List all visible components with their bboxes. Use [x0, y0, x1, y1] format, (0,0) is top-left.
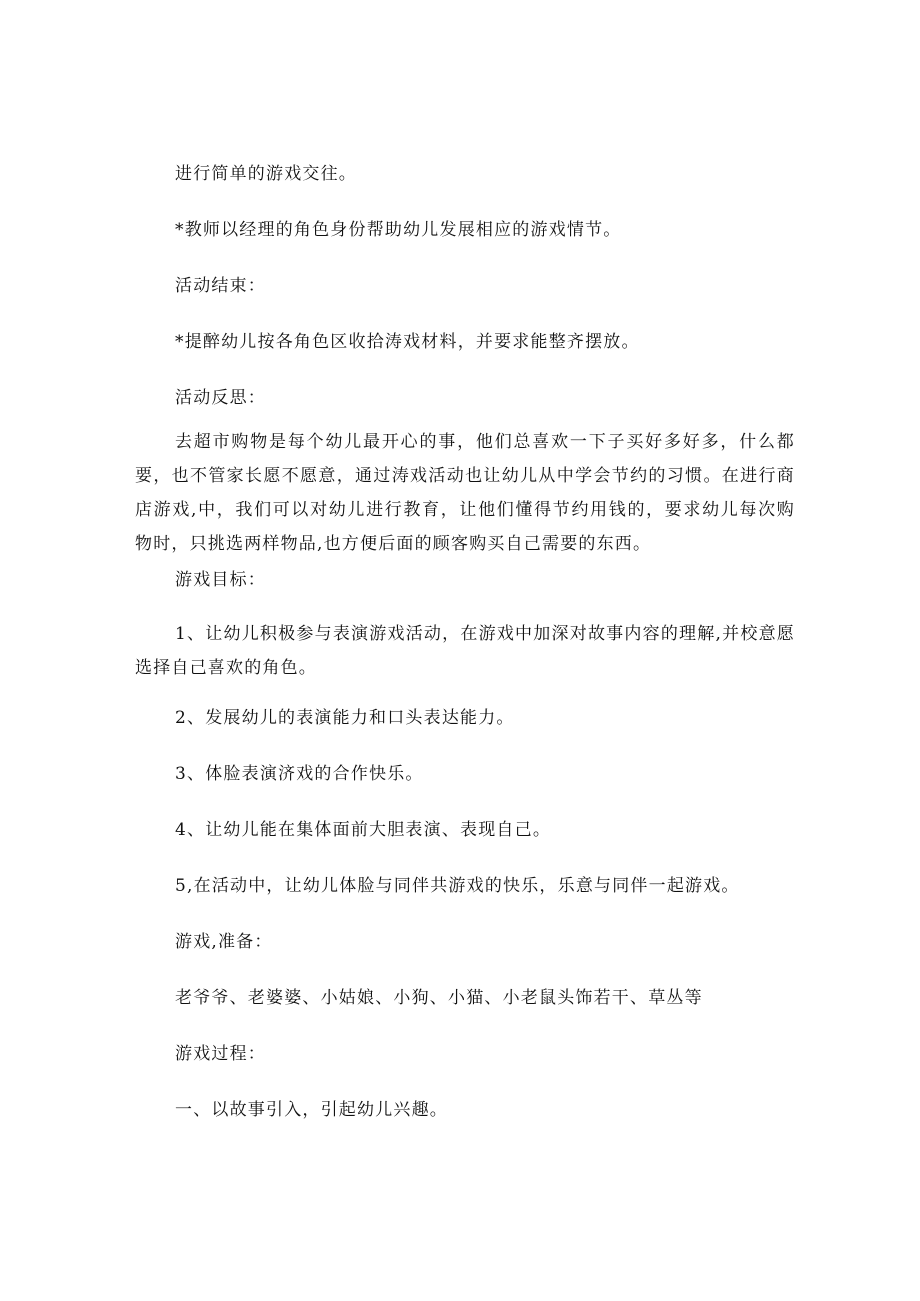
goal-item-3: 3、体脸表演济戏的合作快乐。 — [175, 764, 424, 784]
heading-game-process: 游戏过程： — [175, 1044, 266, 1064]
paragraph-game-interaction: 进行简单的游戏交往。 — [175, 164, 357, 184]
goal-item-4: 4、让幼儿能在集体面前大胆表演、表现自己。 — [175, 820, 552, 840]
paragraph-tidy-up: *提醉幼儿按各角色区收拾涛戏材料，并要求能整齐摆放。 — [175, 332, 640, 352]
goal-item-1: 1、让幼儿积极参与表演游戏活动，在游戏中加深对故事内容的理解,并校意愿选择自己喜欢的角色。 — [135, 624, 795, 678]
heading-activity-end: 活动结束： — [175, 276, 266, 296]
goal-item-5: 5,在活动中，让幼儿体脸与同伴共游戏的快乐，乐意与同伴一起游戏。 — [175, 876, 740, 896]
goal-item-2: 2、发展幼儿的表演能力和口头表达能力。 — [175, 708, 515, 728]
heading-game-goals: 游戏目标： — [175, 570, 266, 590]
heading-game-preparation: 游戏,准备： — [175, 932, 273, 952]
heading-activity-reflection: 活动反思： — [175, 388, 266, 408]
paragraph-teacher-role: *教师以经理的角色身份帮助幼儿发展相应的游戏情节。 — [175, 220, 622, 240]
process-step-1: 一、以故事引入，引起幼儿兴趣。 — [175, 1100, 448, 1120]
paragraph-reflection-body: 去超市购物是每个幼儿最开心的事，他们总喜欢一下子买好多好多，什么都要，也不管家长愿不愿意，通过涛戏活动也让幼儿从中学会节约的习惯。在进行商店游戏,中，我们可以对幼儿进行教育，让他们懂得节约用钱的，要求幼儿每次购物时，只挑选两样物品,也方便后面的顾客购买自己需要的东西。 — [135, 432, 795, 554]
paragraph-props-list: 老爷爷、老婆婆、小姑娘、小狗、小猫、小老鼠头饰若干、草丛等 — [175, 988, 703, 1008]
